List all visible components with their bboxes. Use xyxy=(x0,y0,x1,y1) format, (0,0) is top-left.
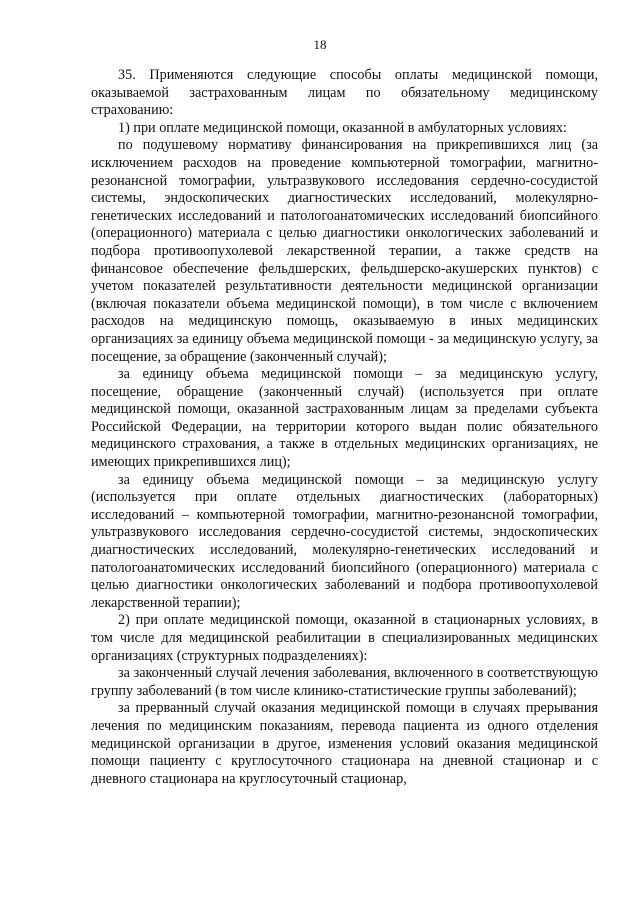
paragraph-unit-service: за единицу объема медицинской помощи – за медицинскую услугу (используется при оплате отдельных диагностических (лабораторных) исследований – компьютерной томографии, магнитно-резонансной томографии, ультразвукового исследования сердечно-сосудистой системы, эндоскопических диагностических исследований, молекулярно-генетических исследований и патологоанатомических исследований биопсийного (операционного) материала с целью диагностики онкологических заболеваний и подбора противоопухолевой лекарственной терапии); xyxy=(91,471,598,611)
paragraph-unit-volume: за единицу объема медицинской помощи – за медицинскую услугу, посещение, обращение (законченный случай) (используется при оплате медицинской помощи, оказанной застрахованным лицам за пределами субъекта Российской Федерации, на территории которого выдан полис обязательного медицинского страхования, а также в отдельных медицинских организациях, не имеющих прикрепившихся лиц); xyxy=(91,366,598,471)
document-body xyxy=(91,67,598,788)
page-number: 18 xyxy=(313,37,327,52)
paragraph-inpatient-heading: 2) при оплате медицинской помощи, оказанной в стационарных условиях, в том числе для медицинской реабилитации в специализированных медицинских организациях (структурных подразделениях): xyxy=(91,612,598,664)
paragraph-interrupted-case: за прерванный случай оказания медицинской помощи в случаях прерывания лечения по медицинским показаниям, перевода пациента из одного отделения медицинской организации в другое, изменения условий оказания медицинской помощи пациенту с круглосуточного стационара на дневной стационар и с дневного стационара на круглосуточный стационар, xyxy=(91,700,598,787)
paragraph-payment-methods: 35. Применяются следующие способы оплаты медицинской помощи, оказываемой застрахованным лицам по обязательному медицинскому страхованию: xyxy=(91,67,598,119)
paragraph-per-capita: по подушевому нормативу финансирования на прикрепившихся лиц (за исключением расходов на проведение компьютерной томографии, магнитно-резонансной томографии, ультразвукового исследования сердечно-сосудистой системы, эндоскопических диагностических исследований, молекулярно-генетических исследований и патологоанатомических исследований биопсийного (операционного) материала с целью диагностики онкологических заболеваний и подбора противоопухолевой лекарственной терапии, а также средств на финансовое обеспечение фельдшерских, фельдшерско-акушерских пунктов) с учетом показателей результативности деятельности медицинской организации (включая показатели объема медицинской помощи), в том числе с включением расходов на медицинскую помощь, оказываемую в иных медицинских организациях за единицу объема медицинской помощи - за медицинскую услугу, за посещение, за обращение (законченный случай); xyxy=(91,137,598,365)
paragraph-completed-case: за законченный случай лечения заболевания, включенного в соответствующую группу заболеваний (в том числе клинико-статистические группы заболеваний); xyxy=(91,665,598,699)
paragraph-outpatient-heading: 1) при оплате медицинской помощи, оказанной в амбулаторных условиях: xyxy=(118,119,567,136)
